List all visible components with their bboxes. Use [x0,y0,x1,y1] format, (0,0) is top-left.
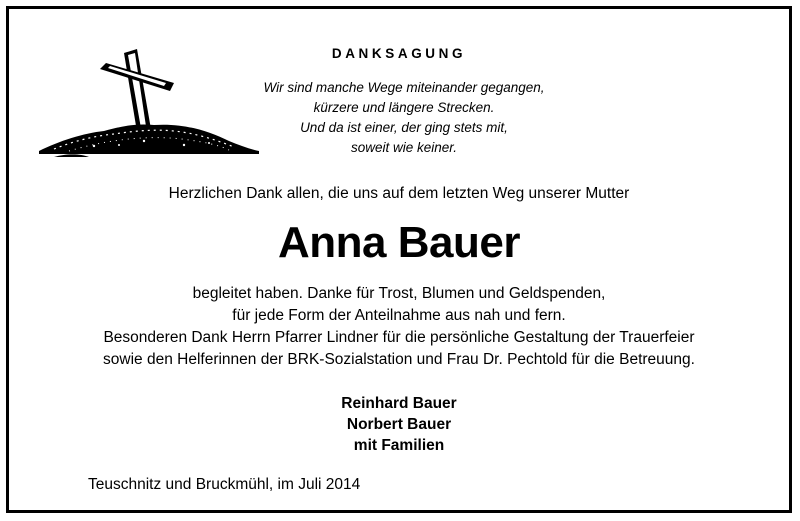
poem-line: kürzere und längere Strecken. [313,100,495,115]
obituary-card [6,6,792,513]
heading-title: DANKSAGUNG [331,46,467,61]
thanks-line: Besonderen Dank Herrn Pfarrer Lindner für die persönliche Gestaltung der Trauerfeier [103,329,695,346]
thanks-line: begleitet haben. Danke für Trost, Blumen und Geldspenden, [192,285,606,302]
intro-text: Herzlichen Dank allen, die uns auf dem letzten Weg unserer Mutter [168,185,630,202]
signature-line: Reinhard Bauer [341,395,457,412]
thanks-block-2 [9,327,789,371]
thanks-block-1 [9,283,789,327]
poem-line: Und da ist einer, der ging stets mit, [300,120,508,135]
deceased-name: Anna Bauer [278,218,520,267]
poem [224,78,584,158]
thanks-line: sowie den Helferinnen der BRK-Sozialstation und Frau Dr. Pechtold für die Betreuung. [103,351,695,368]
signature-line: mit Familien [353,437,445,454]
thanks-line: für jede Form der Anteilnahme aus nah und fern. [232,307,566,324]
place-date: Teuschnitz und Bruckmühl, im Juli 2014 [88,476,361,493]
poem-line: soweit wie keiner. [350,140,458,155]
poem-line: Wir sind manche Wege miteinander gegangen, [263,80,545,95]
signature-line: Norbert Bauer [346,416,452,433]
signatures [9,393,789,456]
